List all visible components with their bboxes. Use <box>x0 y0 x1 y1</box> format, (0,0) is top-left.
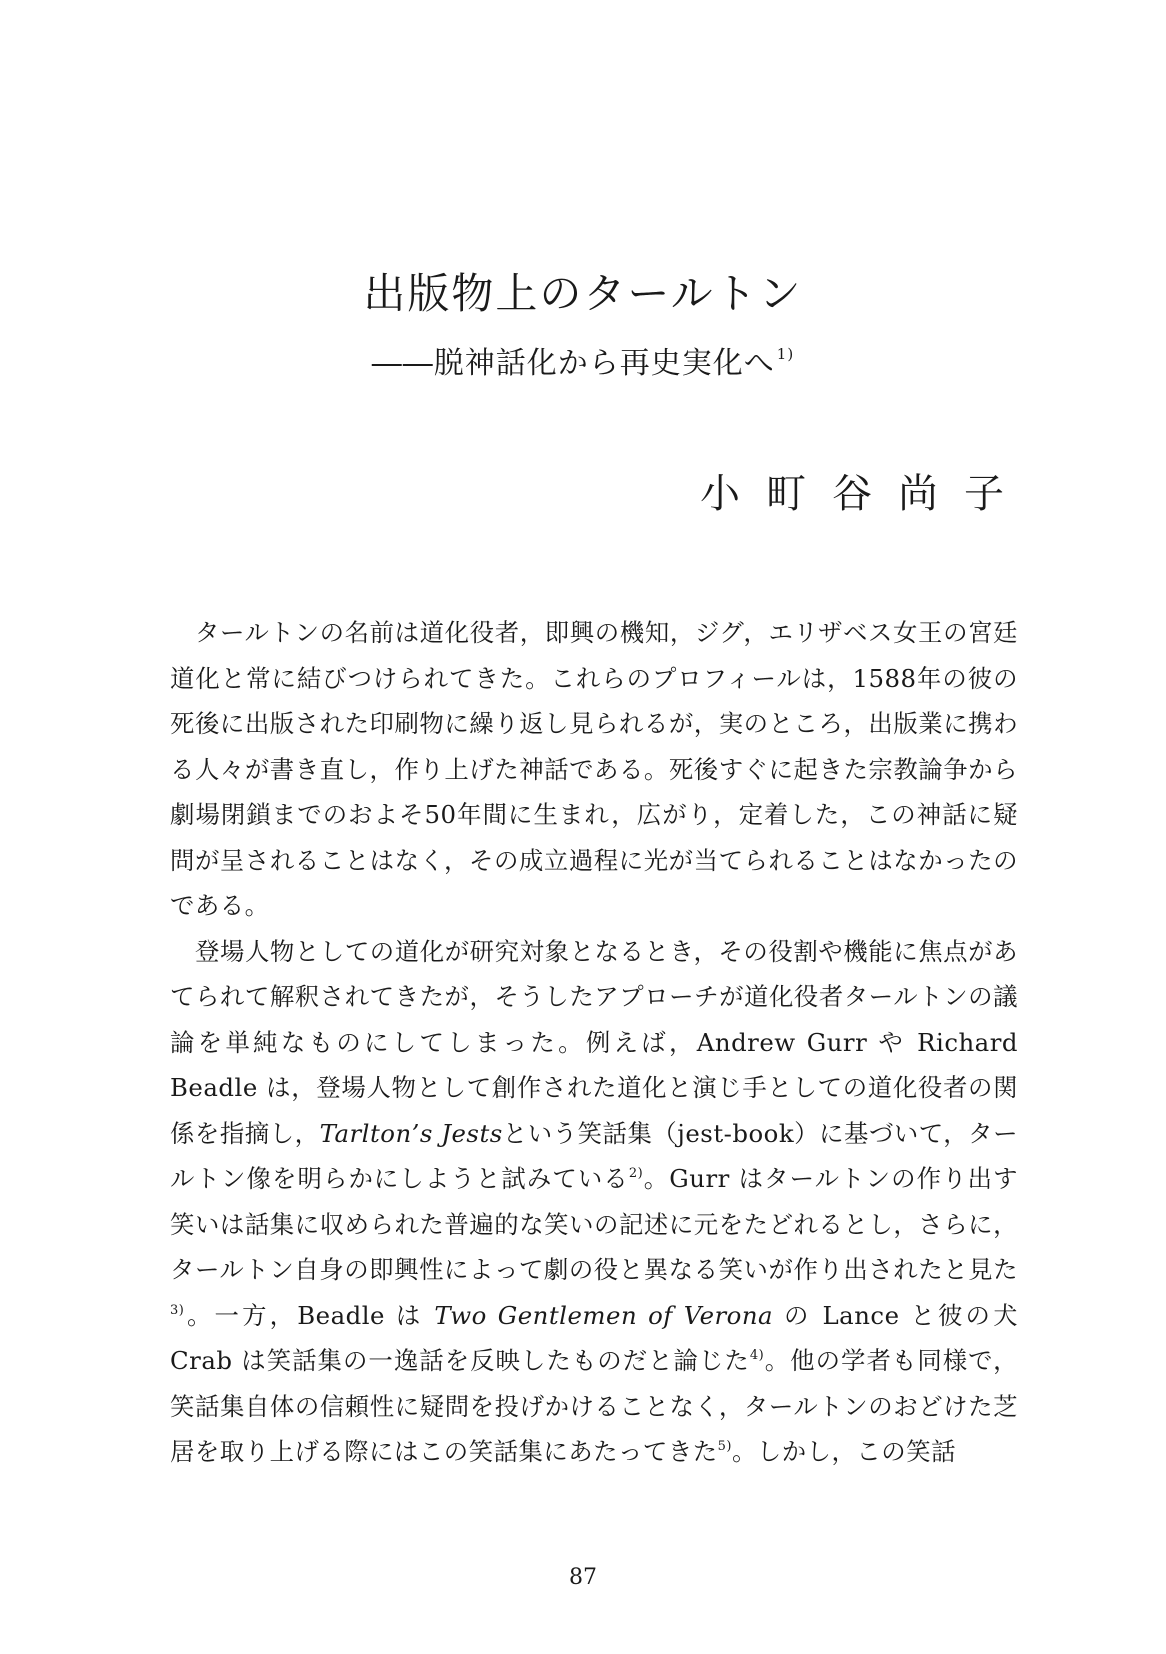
article-subtitle <box>0 334 1166 384</box>
footnote-marker: 2) <box>628 1166 644 1181</box>
body-text <box>170 610 1018 1475</box>
text-run: 登場人物としての道化が研究対象となるとき，その役割や機能に焦点があてられて解釈されてきたが，そうしたアプローチが道化役者タールトンの議論を単純なものにしてしまった。例えば，Andrew Gurr や Richard Beadle は，登場人物として創作された道化と演じ手としての道化役者の関係を指摘し， <box>170 936 1018 1148</box>
text-run: 。Gurr はタールトンの作り出す笑いは話集に収められた普遍的な笑いの記述に元をたどれるとし，さらに，タールトン自身の即興性によって劇の役と異なる笑いが作り出されたと見た <box>170 1164 1018 1284</box>
footnote-marker: 5) <box>717 1439 732 1454</box>
text-run: の Lance と彼の犬 Crab は笑話集の一逸話を反映したものだと論じた <box>170 1300 1018 1375</box>
italic-title: Tarlton’s Jests <box>319 1118 503 1148</box>
body-paragraph <box>170 610 1018 929</box>
subtitle-footnote-marker: 1) <box>776 345 795 363</box>
subtitle-text: ――脱神話化から再史実化へ <box>371 346 775 381</box>
footnote-marker: 3) <box>170 1302 185 1318</box>
text-run: タールトンの名前は道化役者，即興の機知，ジグ，エリザベス女王の宮廷道化と常に結びつけられてきた。これらのプロフィールは，1588年の彼の死後に出版された印刷物に繰り返し見られるが，実のところ，出版業に携わる人々が書き直し，作り上げた神話である。死後すぐに起きた宗教論争から劇場閉鎖までのおよそ50年間に生まれ，広がり，定着した，この神話に疑問が呈されることはなく，その成立過程に光が当てられることはなかったのである。 <box>170 618 1018 920</box>
footnote-marker: 4) <box>749 1348 765 1363</box>
author-name: 小町谷尚子 <box>700 471 1030 517</box>
article-title: 出版物上のタールトン <box>363 269 803 318</box>
text-run: 。他の学者も同様で，笑話集自体の信頼性に疑問を投げかけることなく，タールトンのおどけた芝居を取り上げる際にはこの笑話集にあたってきた <box>170 1346 1019 1466</box>
text-run: 。一方，Beadle は <box>184 1300 435 1330</box>
italic-title: Two Gentlemen of Verona <box>434 1300 774 1330</box>
text-run: という笑話集（jest-book）に基づいて，タールトン像を明らかにしようと試みている <box>170 1118 1018 1193</box>
text-run: 。しかし，この笑話 <box>731 1437 956 1466</box>
body-paragraph <box>170 929 1018 1475</box>
page-number: 87 <box>569 1565 597 1590</box>
